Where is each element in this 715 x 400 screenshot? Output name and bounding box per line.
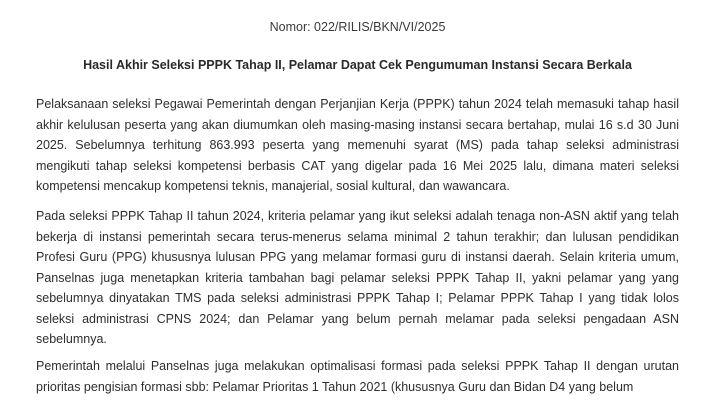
document-title: Hasil Akhir Seleksi PPPK Tahap II, Pelamar Dapat Cek Pengumuman Instansi Secara Berkala (83, 58, 632, 72)
paragraph-2: Pada seleksi PPPK Tahap II tahun 2024, kriteria pelamar yang ikut seleksi adalah tenaga non-ASN aktif yang telah bekerja di instansi pemerintah secara terus-menerus selama minimal 2 tahun terakhir; dan lulusan pendidikan Profesi Guru (PPG) khususnya lulusan PPG yang melamar formasi guru di instansi daerah. Selain kriteria umum, Panselnas juga menetapkan kriteria tambahan bagi pelamar seleksi PPPK Tahap II, yakni pelamar yang yang sebelumnya dinyatakan TMS pada seleksi administrasi PPPK Tahap I; Pelamar PPPK Tahap I yang tidak lolos seleksi administrasi CPNS 2024; dan Pelamar yang belum pernah melamar pada seleksi pengadaan ASN sebelumnya. (36, 209, 679, 346)
paragraph-1: Pelaksanaan seleksi Pegawai Pemerintah dengan Perjanjian Kerja (PPPK) tahun 2024 telah memasuki tahap hasil akhir kelulusan peserta yang akan diumumkan oleh masing-masing instansi secara bertahap, mulai 16 s.d 30 Juni 2025. Sebelumnya terhitung 863.993 peserta yang memenuhi syarat (MS) pada tahap seleksi administrasi mengikuti tahap seleksi kompetensi berbasis CAT yang digelar pada 16 Mei 2025 lalu, dimana materi seleksi kompetensi mencakup kompetensi teknis, manajerial, sosial kultural, dan wawancara. (36, 97, 679, 193)
document-number: Nomor: 022/RILIS/BKN/VI/2025 (269, 20, 446, 34)
paragraph-3: Pemerintah melalui Panselnas juga melakukan optimalisasi formasi pada seleksi PPPK Tahap II dengan urutan prioritas pengisian formasi sbb: Pelamar Prioritas 1 Tahun 2021 (khususnya Guru dan Bidan D4 yang belum (36, 359, 679, 394)
